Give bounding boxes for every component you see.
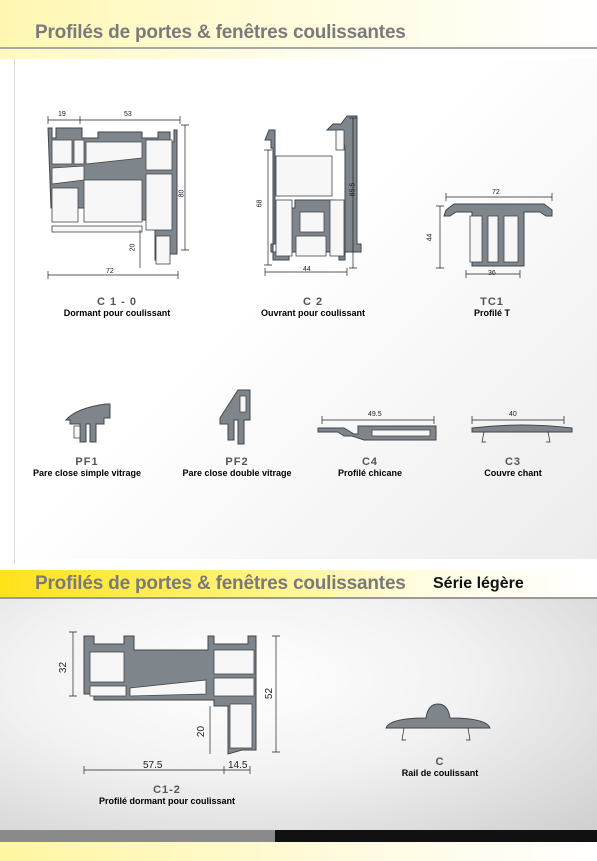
c1-2-dim-57-5: 57.5 bbox=[143, 760, 163, 771]
profile-pf2-drawing bbox=[220, 390, 250, 444]
c1-2-dim-14-5: 14.5 bbox=[228, 760, 248, 771]
c4-dim-49-5: 49.5 bbox=[368, 411, 382, 418]
profile-c1-0-drawing bbox=[48, 128, 177, 264]
profile-code: C bbox=[435, 756, 445, 768]
c1-0-dim-19: 19 bbox=[58, 111, 66, 118]
caption-c4 bbox=[320, 456, 420, 478]
c1-2-dim-20: 20 bbox=[196, 725, 208, 738]
profile-tc1-drawing bbox=[444, 204, 552, 266]
profile-c-rail-drawing bbox=[386, 704, 490, 740]
profile-description: Profilé dormant pour coulissant bbox=[98, 796, 235, 806]
profile-code: TC1 bbox=[480, 296, 504, 308]
profile-code: C1-2 bbox=[153, 784, 181, 796]
tc1-dim-44: 44 bbox=[426, 233, 434, 242]
caption-c3 bbox=[463, 456, 563, 478]
profile-code: PF2 bbox=[225, 456, 249, 468]
c2-dim-44: 44 bbox=[303, 266, 311, 273]
profile-description: Profilé T bbox=[473, 308, 510, 318]
c1-0-dim-72: 72 bbox=[106, 268, 114, 275]
page-title: Profilés de portes & fenêtres coulissantes bbox=[35, 22, 406, 43]
caption-c2 bbox=[253, 296, 373, 318]
section-2-title: Profilés de portes & fenêtres coulissantes bbox=[35, 573, 406, 594]
profile-description: Couvre chant bbox=[484, 468, 542, 478]
profile-description: Ouvrant pour coulissant bbox=[260, 308, 365, 318]
c3-dim-40: 40 bbox=[509, 411, 517, 418]
section-2-subtitle: Série légère bbox=[433, 575, 524, 592]
c1-2-dim-52: 52 bbox=[264, 687, 276, 700]
profile-code: PF1 bbox=[75, 456, 99, 468]
tc1-dim-72: 72 bbox=[492, 189, 500, 196]
profile-description: Pare close simple vitrage bbox=[32, 468, 142, 478]
profile-code: C 2 bbox=[302, 296, 324, 308]
c1-0-dim-53: 53 bbox=[124, 111, 132, 118]
caption-pf1 bbox=[22, 456, 152, 478]
caption-c1-0 bbox=[57, 296, 177, 318]
profile-description: Profilé chicane bbox=[337, 468, 403, 478]
profile-description: Dormant pour coulissant bbox=[63, 308, 171, 318]
c1-0-dim-20: 20 bbox=[129, 243, 137, 252]
profile-code: C3 bbox=[504, 456, 522, 468]
c2-dim-68: 68 bbox=[256, 199, 264, 208]
profile-description: Rail de coulissant bbox=[401, 768, 479, 778]
c1-2-dim-32: 32 bbox=[58, 661, 70, 674]
caption-pf2 bbox=[172, 456, 302, 478]
profile-c2-drawing bbox=[265, 116, 361, 260]
profile-code: C 1 - 0 bbox=[96, 296, 137, 308]
caption-c-rail bbox=[380, 756, 500, 778]
caption-tc1 bbox=[432, 296, 552, 318]
profile-c3-dimensions bbox=[472, 416, 564, 424]
profile-pf1-drawing bbox=[66, 404, 110, 442]
c2-dim-85-5: 85.5 bbox=[349, 182, 357, 197]
caption-c1-2 bbox=[77, 784, 257, 806]
tc1-dim-36: 36 bbox=[488, 270, 496, 277]
profile-code: C4 bbox=[361, 456, 379, 468]
profile-c3-drawing bbox=[472, 425, 572, 442]
c1-0-dim-80: 80 bbox=[178, 189, 186, 198]
profile-description: Pare close double vitrage bbox=[182, 468, 292, 478]
profile-c1-2-drawing bbox=[84, 636, 256, 754]
profile-c4-drawing bbox=[318, 426, 436, 440]
